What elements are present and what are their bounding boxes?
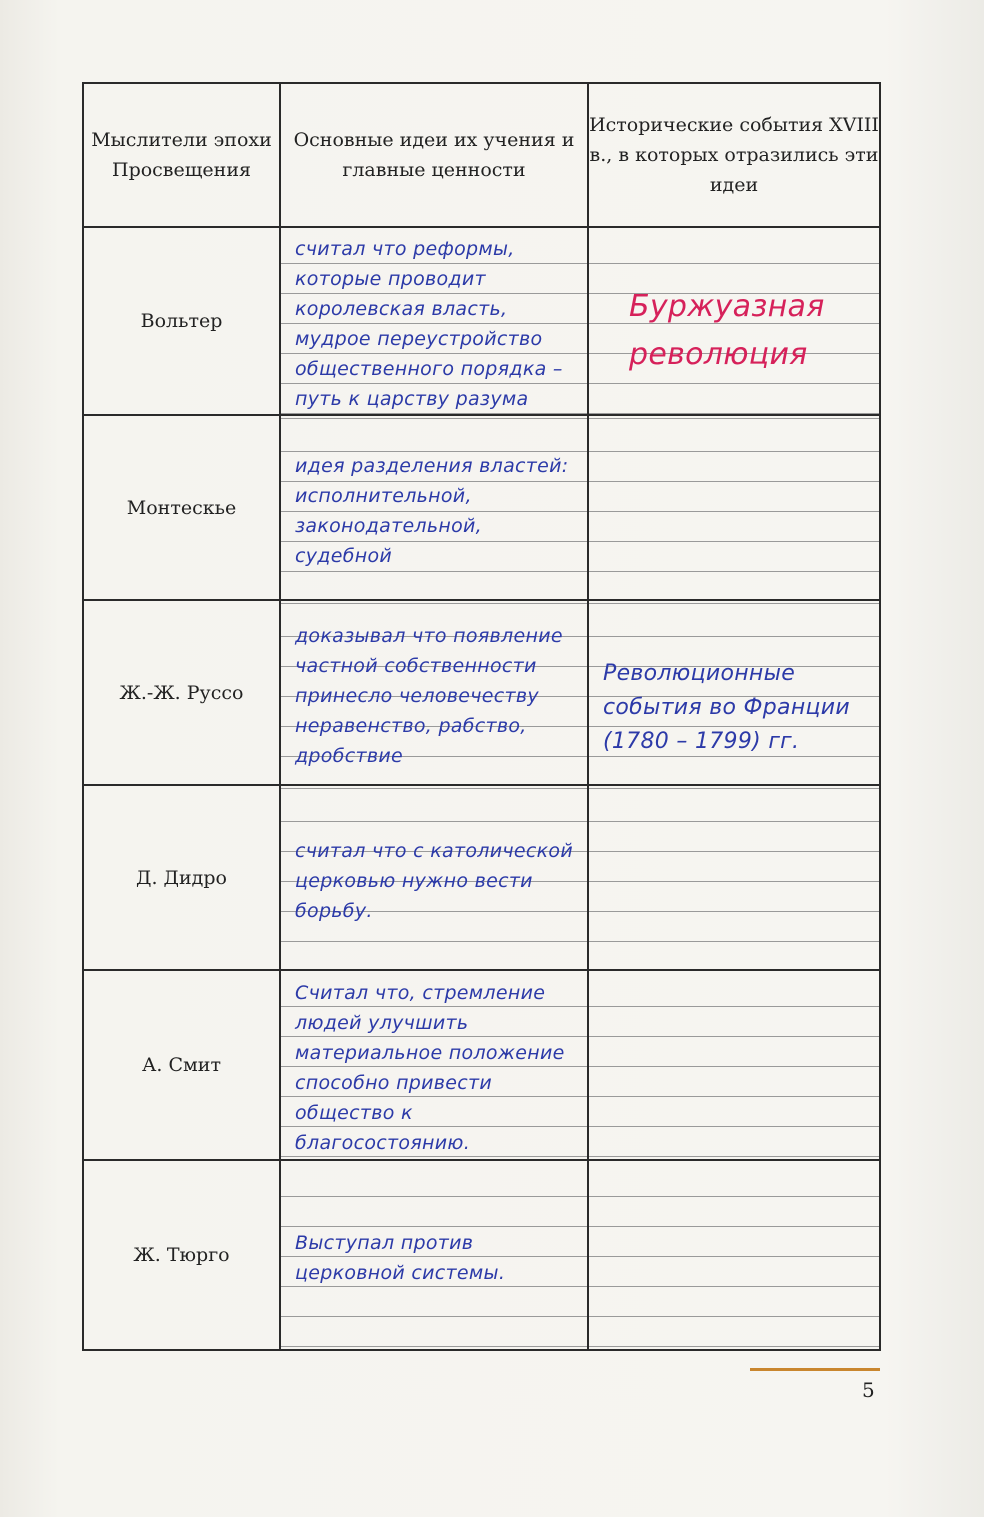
table-row bbox=[83, 227, 880, 415]
handwritten-events: Буржуазная революция bbox=[629, 289, 825, 372]
thinker-name: А. Смит bbox=[83, 970, 280, 1160]
handwritten-events bbox=[589, 1062, 879, 1068]
table-row bbox=[83, 785, 880, 970]
handwritten-ideas: считал что реформы, которые проводит королевская власть, мудрое переустройство общественного порядка – путь к царству разума bbox=[295, 238, 563, 410]
ideas-cell[interactable] bbox=[280, 970, 588, 1160]
table-row bbox=[83, 415, 880, 600]
events-cell[interactable] bbox=[588, 785, 880, 970]
ideas-cell[interactable] bbox=[280, 785, 588, 970]
events-cell[interactable] bbox=[588, 415, 880, 600]
header-thinkers: Мыслители эпохи Просвещения bbox=[83, 83, 280, 227]
events-cell[interactable] bbox=[588, 600, 880, 785]
table-row bbox=[83, 1160, 880, 1350]
events-cell[interactable] bbox=[588, 1160, 880, 1350]
events-cell[interactable] bbox=[588, 970, 880, 1160]
header-row bbox=[83, 83, 880, 227]
handwritten-events: Революционные события во Франции (1780 – 1799) гг. bbox=[603, 660, 850, 754]
handwritten-ideas: доказывал что появление частной собственности принесло человечеству неравенство, рабство, дробствие bbox=[295, 624, 563, 767]
handwritten-ideas: считал что с католической церковью нужно вести борьбу. bbox=[295, 839, 573, 922]
header-events: Исторические события XVIII в., в которых отразились эти идеи bbox=[588, 83, 880, 227]
handwritten-ideas: Считал что, стремление людей улучшить материальное положение способно привести общество к благосостоянию. bbox=[295, 982, 565, 1154]
ideas-cell[interactable] bbox=[280, 227, 588, 415]
handwritten-ideas: Выступал против церковной системы. bbox=[295, 1232, 506, 1284]
ideas-cell[interactable] bbox=[280, 600, 588, 785]
enlightenment-table bbox=[82, 82, 881, 1351]
page-number-rule bbox=[750, 1368, 880, 1371]
thinker-name: Монтескье bbox=[83, 415, 280, 600]
table-row bbox=[83, 970, 880, 1160]
ideas-cell[interactable] bbox=[280, 1160, 588, 1350]
events-cell[interactable] bbox=[588, 227, 880, 415]
handwritten-events bbox=[589, 505, 879, 511]
handwritten-events bbox=[589, 1252, 879, 1258]
handwritten-events bbox=[589, 875, 879, 881]
thinker-name: Д. Дидро bbox=[83, 785, 280, 970]
thinker-name: Ж. Тюрго bbox=[83, 1160, 280, 1350]
handwritten-ideas: идея разделения властей: исполнительной, законодательной, судебной bbox=[295, 454, 569, 567]
thinker-name: Ж.-Ж. Руссо bbox=[83, 600, 280, 785]
page-number: 5 bbox=[862, 1378, 875, 1402]
thinker-name: Вольтер bbox=[83, 227, 280, 415]
ideas-cell[interactable] bbox=[280, 415, 588, 600]
header-ideas: Основные идеи их учения и главные ценности bbox=[280, 83, 588, 227]
table-row bbox=[83, 600, 880, 785]
